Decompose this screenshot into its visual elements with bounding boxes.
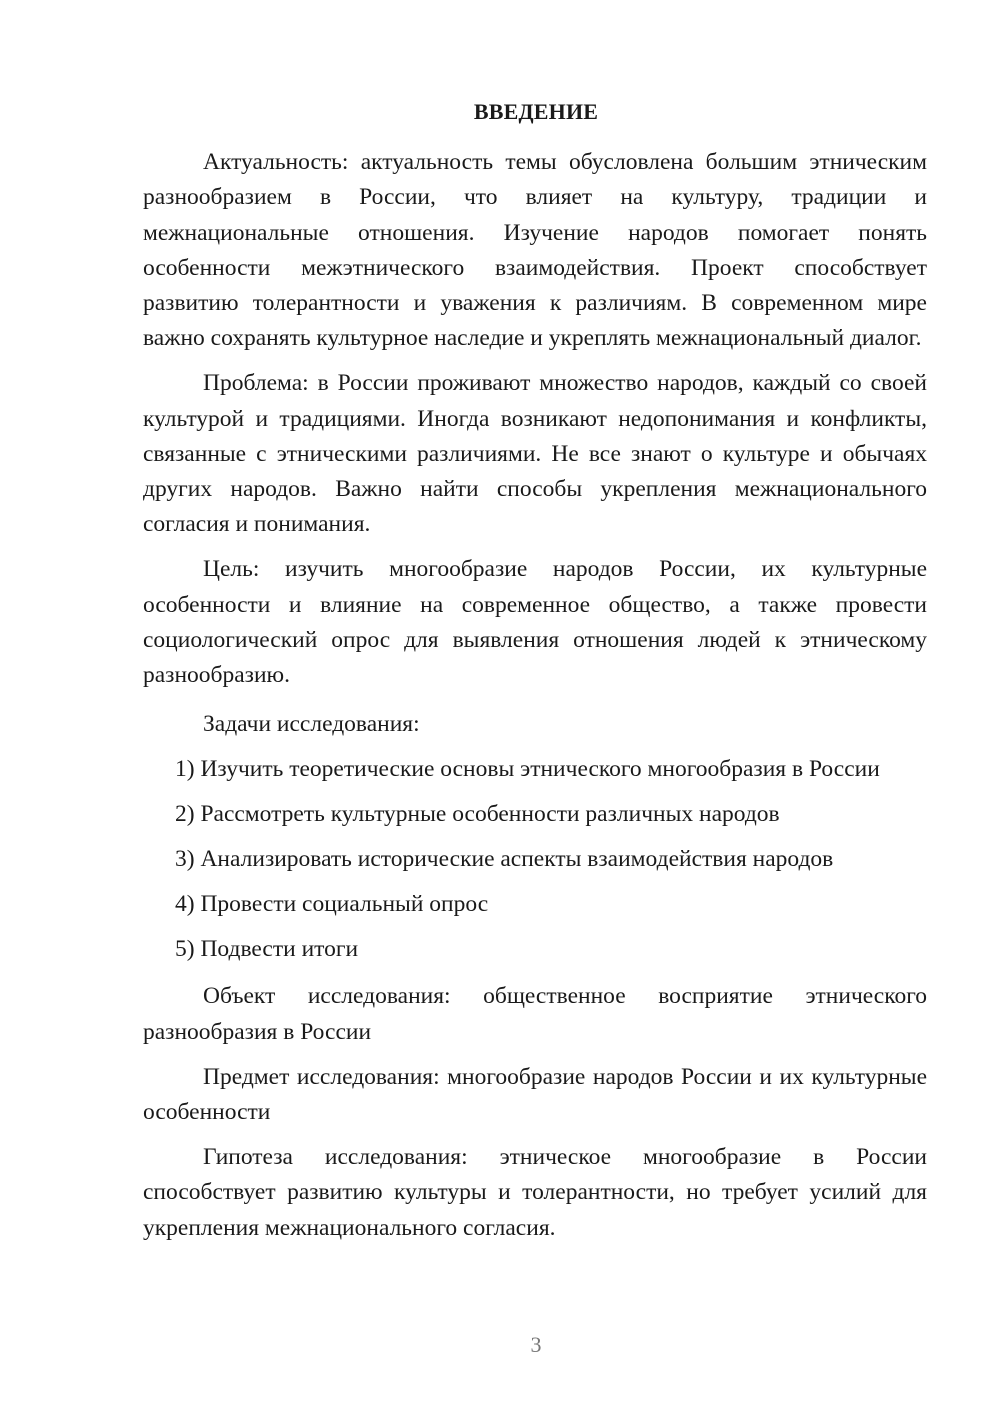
subject-paragraph: Предмет исследования: многообразие народов России и их культурные особенности: [143, 1063, 927, 1126]
task-list: [143, 752, 927, 967]
task-item: 3) Анализировать исторические аспекты взаимодействия народов: [175, 846, 834, 873]
task-item: 5) Подвести итоги: [175, 936, 359, 963]
hypothesis-paragraph: Гипотеза исследования: этническое многообразие в России способствует развитию культуры и толерантности, но требует усилий для укрепления межнационального согласия.: [143, 1144, 927, 1241]
task-item: 2) Рассмотреть культурные особенности различных народов: [175, 801, 780, 828]
page-number: 3: [530, 1332, 542, 1357]
problem-paragraph: Проблема: в России проживают множество народов, каждый со своей культурой и традициями. Иногда возникают недопонимания и конфликты, связанные с этническими различиями. Не все знают о культуре и обычаях других народов. Важно найти способы укрепления межнационального согласия и понимания.: [143, 370, 927, 538]
section-heading: ВВЕДЕНИЕ: [473, 99, 599, 124]
tasks-title: Задачи исследования:: [203, 711, 420, 738]
task-item: 1) Изучить теоретические основы этнического многообразия в России: [175, 756, 880, 783]
goal-paragraph: Цель: изучить многообразие народов России, их культурные особенности и влияние на современное общество, а также провести социологический опрос для выявления отношения людей к этническому разнообразию.: [143, 556, 927, 689]
object-paragraph: Объект исследования: общественное восприятие этнического разнообразия в России: [143, 983, 927, 1045]
relevance-paragraph: Актуальность: актуальность темы обусловлена большим этническим разнообразием в России, что влияет на культуру, традиции и межнациональные отношения. Изучение народов помогает понять особенности межэтнического взаимодействия. Проект способствует развитию толерантности и уважения к различиям. В современном мире важно сохранять культурное наследие и укреплять межнациональный диалог.: [143, 149, 927, 352]
page-content: [143, 94, 927, 1256]
task-item: 4) Провести социальный опрос: [175, 891, 489, 918]
